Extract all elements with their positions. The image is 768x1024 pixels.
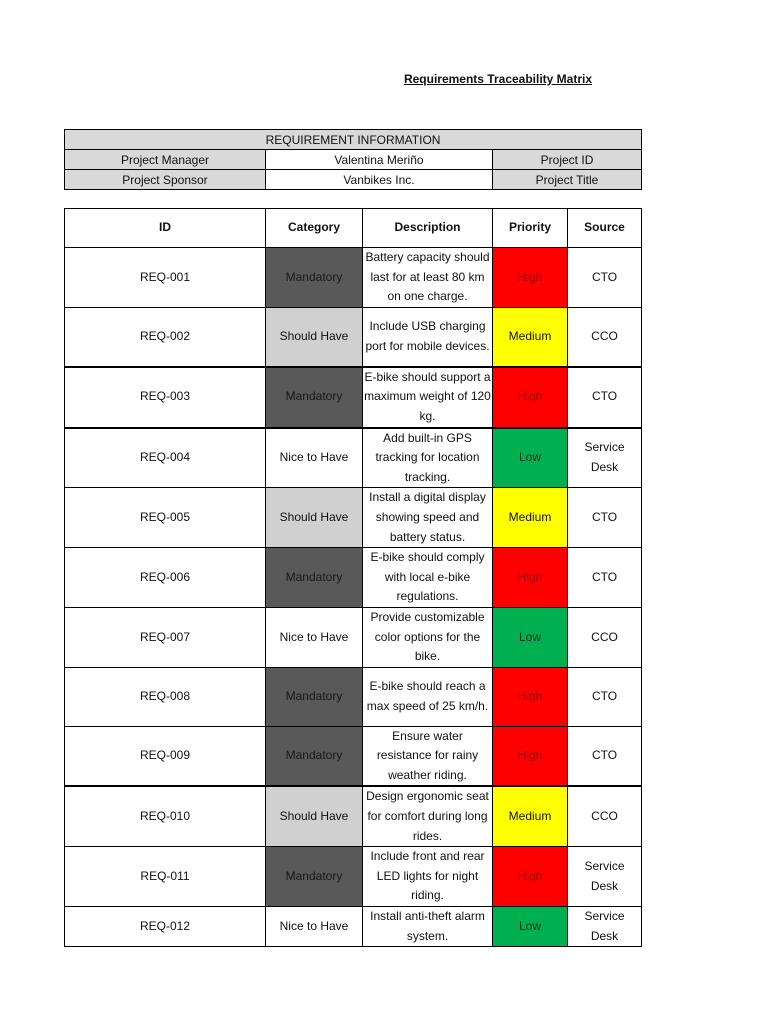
table-row[interactable]: [65, 607, 642, 667]
priority-cell[interactable]: Medium: [493, 786, 568, 846]
source-cell[interactable]: CTO: [568, 248, 642, 308]
project-id-label: Project ID: [493, 150, 642, 170]
project-sponsor-value[interactable]: Vanbikes Inc.: [266, 170, 493, 190]
category-cell[interactable]: Mandatory: [266, 248, 363, 308]
priority-cell[interactable]: High: [493, 548, 568, 608]
header-id: ID: [65, 209, 266, 248]
source-cell[interactable]: CTO: [568, 548, 642, 608]
description-cell[interactable]: Battery capacity should last for at least 80 km on one charge.: [363, 248, 493, 308]
table-row[interactable]: [65, 548, 642, 608]
table-row[interactable]: [65, 488, 642, 548]
priority-cell[interactable]: Low: [493, 428, 568, 488]
header-source: Source: [568, 209, 642, 248]
description-cell[interactable]: Include front and rear LED lights for night riding.: [363, 847, 493, 907]
table-row[interactable]: [65, 307, 642, 367]
requirements-table-body: [65, 248, 642, 947]
requirement-info-table: [64, 129, 642, 190]
header-category: Category: [266, 209, 363, 248]
category-cell[interactable]: Nice to Have: [266, 428, 363, 488]
description-cell[interactable]: Include USB charging port for mobile devices.: [363, 307, 493, 367]
source-cell[interactable]: Service Desk: [568, 428, 642, 488]
priority-cell[interactable]: Low: [493, 907, 568, 947]
header-description: Description: [363, 209, 493, 248]
requirement-id-cell[interactable]: REQ-003: [65, 367, 266, 428]
description-cell[interactable]: E-bike should comply with local e-bike regulations.: [363, 548, 493, 608]
source-cell[interactable]: CTO: [568, 667, 642, 726]
category-cell[interactable]: Should Have: [266, 307, 363, 367]
description-cell[interactable]: Add built-in GPS tracking for location tracking.: [363, 428, 493, 488]
description-cell[interactable]: Ensure water resistance for rainy weather riding.: [363, 726, 493, 786]
requirement-id-cell[interactable]: REQ-011: [65, 847, 266, 907]
requirements-table: [64, 208, 642, 947]
requirement-id-cell[interactable]: REQ-010: [65, 786, 266, 846]
description-cell[interactable]: Install anti-theft alarm system.: [363, 907, 493, 947]
table-row[interactable]: [65, 907, 642, 947]
table-row[interactable]: [65, 847, 642, 907]
table-header-row: [65, 209, 642, 248]
priority-cell[interactable]: High: [493, 726, 568, 786]
requirement-id-cell[interactable]: REQ-007: [65, 607, 266, 667]
table-row[interactable]: [65, 726, 642, 786]
requirement-id-cell[interactable]: REQ-005: [65, 488, 266, 548]
source-cell[interactable]: CCO: [568, 307, 642, 367]
description-cell[interactable]: E-bike should support a maximum weight of 120 kg.: [363, 367, 493, 428]
priority-cell[interactable]: Medium: [493, 488, 568, 548]
document-title: Requirements Traceability Matrix: [403, 72, 593, 86]
source-cell[interactable]: CTO: [568, 488, 642, 548]
category-cell[interactable]: Should Have: [266, 488, 363, 548]
category-cell[interactable]: Nice to Have: [266, 907, 363, 947]
table-row[interactable]: [65, 667, 642, 726]
table-row[interactable]: [65, 428, 642, 488]
requirement-id-cell[interactable]: REQ-001: [65, 248, 266, 308]
info-heading: REQUIREMENT INFORMATION: [65, 130, 642, 150]
priority-cell[interactable]: High: [493, 847, 568, 907]
requirement-id-cell[interactable]: REQ-008: [65, 667, 266, 726]
requirement-id-cell[interactable]: REQ-002: [65, 307, 266, 367]
source-cell[interactable]: CCO: [568, 607, 642, 667]
priority-cell[interactable]: High: [493, 248, 568, 308]
table-row[interactable]: [65, 248, 642, 308]
requirement-id-cell[interactable]: REQ-004: [65, 428, 266, 488]
project-title-label: Project Title: [493, 170, 642, 190]
category-cell[interactable]: Nice to Have: [266, 607, 363, 667]
requirement-id-cell[interactable]: REQ-012: [65, 907, 266, 947]
source-cell[interactable]: Service Desk: [568, 907, 642, 947]
category-cell[interactable]: Mandatory: [266, 367, 363, 428]
project-manager-value[interactable]: Valentina Meriño: [266, 150, 493, 170]
header-priority: Priority: [493, 209, 568, 248]
description-cell[interactable]: Provide customizable color options for the bike.: [363, 607, 493, 667]
project-sponsor-label: Project Sponsor: [65, 170, 266, 190]
category-cell[interactable]: Mandatory: [266, 726, 363, 786]
table-row[interactable]: [65, 367, 642, 428]
table-row[interactable]: [65, 786, 642, 846]
category-cell[interactable]: Mandatory: [266, 667, 363, 726]
source-cell[interactable]: CCO: [568, 786, 642, 846]
project-manager-label: Project Manager: [65, 150, 266, 170]
priority-cell[interactable]: High: [493, 367, 568, 428]
category-cell[interactable]: Mandatory: [266, 548, 363, 608]
priority-cell[interactable]: High: [493, 667, 568, 726]
description-cell[interactable]: Install a digital display showing speed and battery status.: [363, 488, 493, 548]
source-cell[interactable]: CTO: [568, 367, 642, 428]
category-cell[interactable]: Mandatory: [266, 847, 363, 907]
category-cell[interactable]: Should Have: [266, 786, 363, 846]
priority-cell[interactable]: Low: [493, 607, 568, 667]
requirement-id-cell[interactable]: REQ-009: [65, 726, 266, 786]
requirement-id-cell[interactable]: REQ-006: [65, 548, 266, 608]
description-cell[interactable]: Design ergonomic seat for comfort during long rides.: [363, 786, 493, 846]
source-cell[interactable]: Service Desk: [568, 847, 642, 907]
description-cell[interactable]: E-bike should reach a max speed of 25 km/h.: [363, 667, 493, 726]
source-cell[interactable]: CTO: [568, 726, 642, 786]
priority-cell[interactable]: Medium: [493, 307, 568, 367]
